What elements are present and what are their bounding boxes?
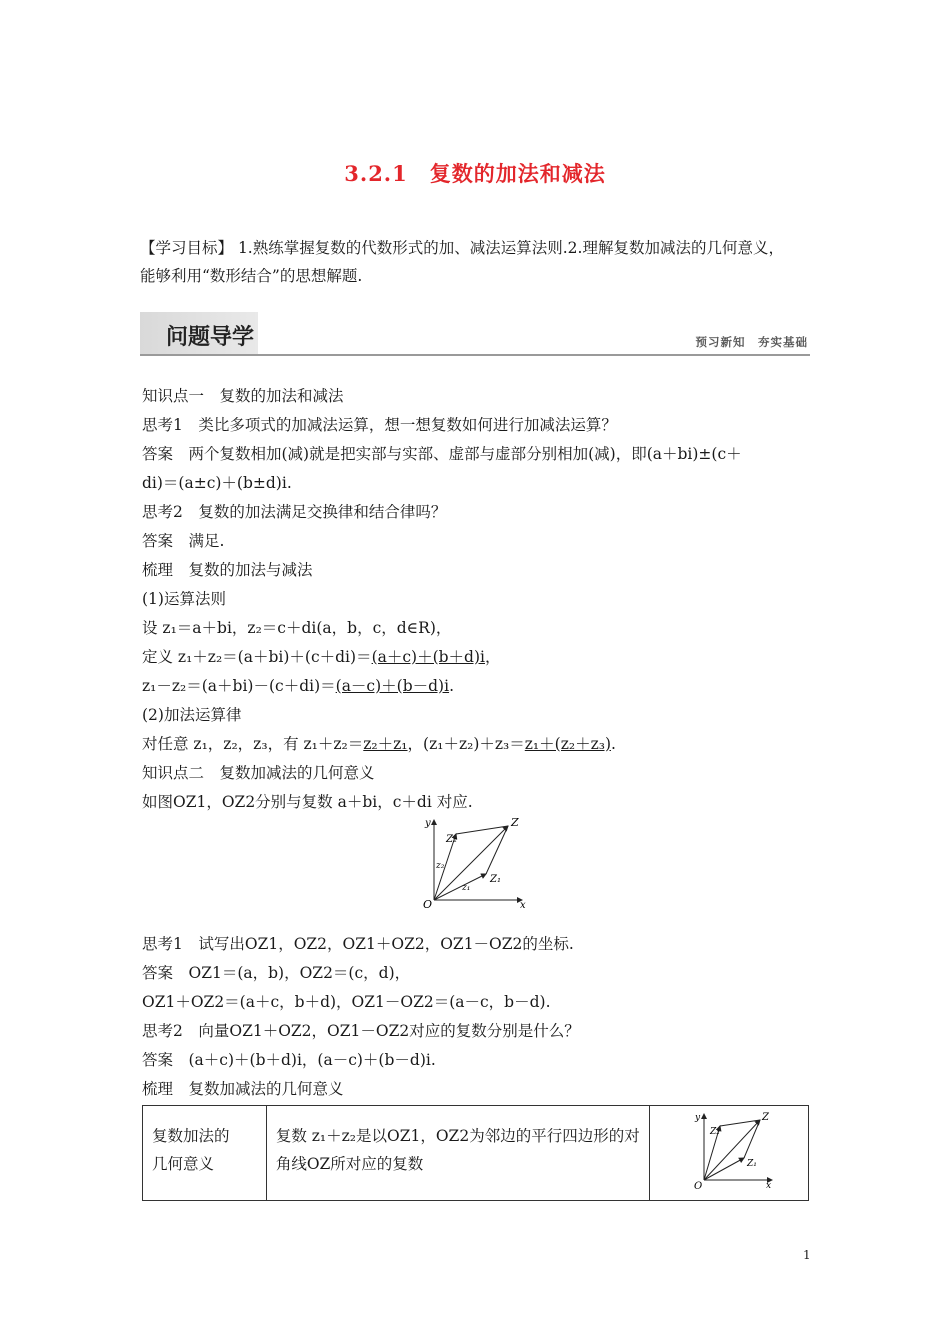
content-part-2 — [142, 930, 822, 1104]
text-line: 答案 满足. — [142, 532, 225, 550]
learning-goals — [140, 234, 820, 290]
text-line: 思考2 向量OZ1＋OZ2，OZ1－OZ2对应的复数分别是什么？ — [142, 1022, 580, 1040]
text-line: 答案 OZ1＝(a，b)，OZ2＝(c，d)， — [142, 964, 411, 982]
text-line: di)＝(a±c)＋(b±d)i. — [142, 474, 292, 492]
table-row — [143, 1106, 809, 1201]
text-segment: . — [611, 735, 616, 753]
text-line — [142, 730, 822, 759]
text-line: 思考1 类比多项式的加减法运算，想一想复数如何进行加减法运算？ — [142, 416, 617, 434]
table-cell-figure — [650, 1106, 809, 1201]
text-segment: 对任意 z₁，z₂，z₃，有 z₁＋z₂＝ — [142, 735, 364, 753]
content-part-1 — [142, 382, 822, 817]
section-banner — [140, 312, 810, 356]
text-line: 思考2 复数的加法满足交换律和结合律吗？ — [142, 503, 447, 521]
text-line: 思考1 试写出OZ1，OZ2，OZ1＋OZ2，OZ1－OZ2的坐标. — [142, 935, 574, 953]
text-line: 设 z₁＝a＋bi，z₂＝c＋di(a，b，c，d∈R)， — [142, 619, 452, 637]
text-line: 知识点二 复数加减法的几何意义 — [142, 764, 375, 782]
text-line: 梳理 复数的加法与减法 — [142, 561, 313, 579]
text-segment: ，(z₁＋z₂)＋z₃＝ — [407, 735, 525, 753]
point-z2-label: Z₂ — [446, 834, 457, 845]
vector-z2-label: z₂ — [436, 861, 445, 871]
text-segment: z₁－z₂＝(a＋bi)－(c＋di)＝ — [142, 677, 336, 695]
point-z1-label: Z₁ — [747, 1159, 758, 1169]
cell-text: 复数 z₁＋z₂是以OZ1，OZ2为邻边的平行四边形的对 — [275, 1127, 640, 1145]
text-line: 答案 两个复数相加(减)就是把实部与实部、虚部与虚部分别相加(减)，即(a＋bi)±(c＋ — [142, 445, 742, 463]
page-title: 3.2.1 复数的加法和减法 — [344, 161, 606, 186]
goal-tag: 【学习目标】 — [140, 239, 234, 257]
text-line: 如图OZ1，OZ2分别与复数 a＋bi，c＋di 对应. — [142, 793, 473, 811]
cell-text: 几何意义 — [152, 1155, 215, 1173]
text-line — [142, 672, 822, 701]
banner-label: 问题导学 — [166, 325, 255, 350]
banner-rule — [140, 354, 810, 356]
table-cell-description — [266, 1106, 649, 1201]
y-axis-label: y — [695, 1113, 701, 1123]
point-z1-label: Z₁ — [490, 874, 501, 885]
page-number: 1 — [803, 1248, 811, 1262]
text-line: 知识点一 复数的加法和减法 — [142, 387, 344, 405]
cell-text: 角线OZ所对应的复数 — [275, 1155, 424, 1173]
point-z-label: Z — [511, 816, 519, 829]
goal-text-2: 能够利用“数形结合”的思想解题. — [140, 267, 363, 285]
point-z2-label: Z₂ — [710, 1127, 721, 1137]
text-line: (2)加法运算律 — [142, 706, 242, 724]
table-cell-heading — [143, 1106, 267, 1201]
filled-answer: z₁＋(z₂＋z₃) — [524, 735, 611, 753]
text-line: OZ1＋OZ2＝(a＋c，b＋d)，OZ1－OZ2＝(a－c，b－d). — [142, 993, 551, 1011]
banner-subtitle: 预习新知 夯实基础 — [695, 335, 808, 349]
vector-z1-label: z₁ — [462, 883, 471, 893]
text-line: 梳理 复数加减法的几何意义 — [142, 1080, 344, 1098]
y-axis-label: y — [425, 818, 431, 829]
x-axis-label: x — [520, 900, 526, 911]
text-segment: . — [449, 677, 454, 695]
text-line: 答案 (a＋c)＋(b＋d)i，(a－c)＋(b－d)i. — [142, 1051, 436, 1069]
summary-table — [142, 1105, 809, 1201]
table-parallelogram-figure — [690, 1108, 780, 1192]
text-segment: ， — [484, 648, 501, 666]
text-line — [142, 643, 822, 672]
text-segment: 定义 z₁＋z₂＝(a＋bi)＋(c＋di)＝ — [142, 648, 372, 666]
point-z-label: Z — [762, 1112, 770, 1123]
text-line: (1)运算法则 — [142, 590, 226, 608]
filled-answer: (a－c)＋(b－d)i — [335, 677, 450, 695]
filled-answer: z₂＋z₁ — [363, 735, 408, 753]
origin-label: O — [423, 898, 433, 911]
origin-label: O — [694, 1181, 703, 1192]
filled-answer: (a＋c)＋(b＋d)i — [371, 648, 485, 666]
x-axis-label: x — [766, 1181, 772, 1191]
cell-text: 复数加法的 — [152, 1127, 230, 1145]
vector-parallelogram-figure — [412, 812, 536, 912]
goal-text-1: 1.熟练掌握复数的代数形式的加、减法运算法则.2.理解复数加减法的几何意义， — [233, 239, 784, 257]
